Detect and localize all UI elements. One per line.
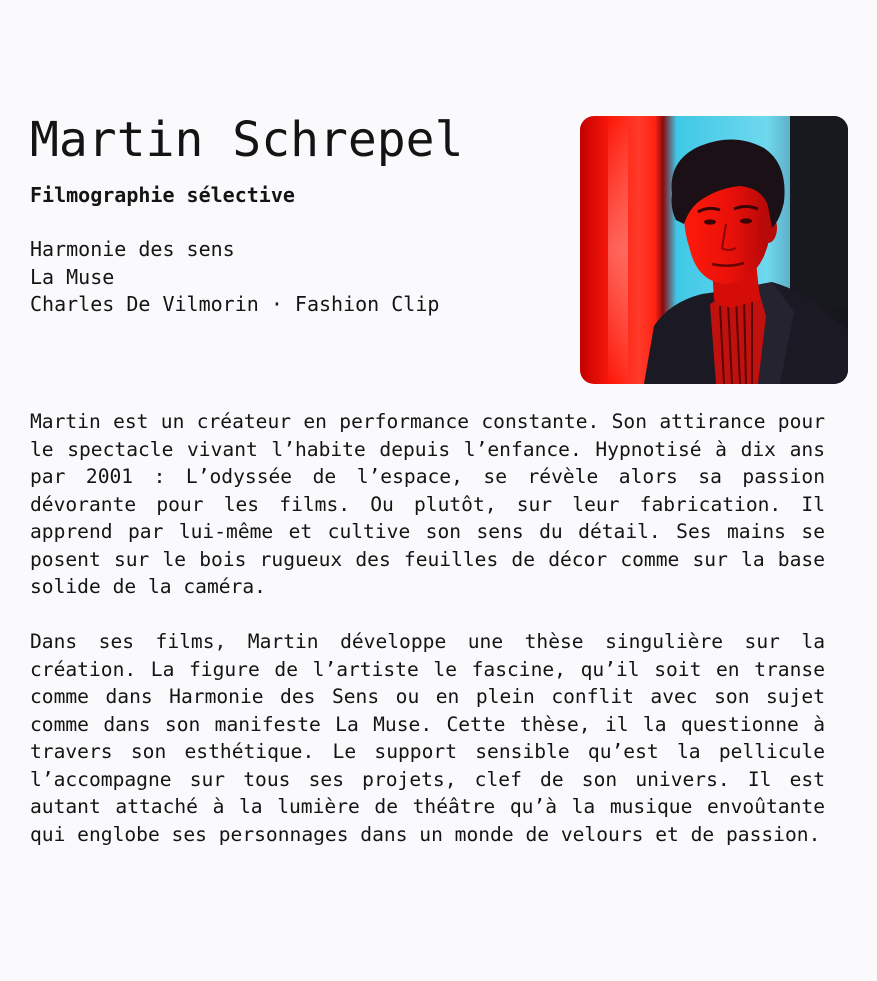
film-item: Charles De Vilmorin · Fashion Clip [30, 292, 440, 317]
profile-page [30, 112, 848, 846]
filmography-list [30, 236, 439, 319]
portrait-photo [580, 116, 848, 384]
person-name: Martin Schrepel [30, 112, 464, 168]
biography [30, 408, 825, 876]
film-item: La Muse [30, 264, 115, 289]
bio-paragraph: Martin est un créateur en performance constante. Son attirance pour le spectacle vivant l’habite depuis l’enfance. Hypnotisé à dix ans par 2001 : L’odyssée de l’espace, se révèle alors sa passion dévorante pour les films. Ou plutôt, sur leur fabrication. Il apprend par lui-même et cultive son sens du détail. Ses mains se posent sur le bois rugueux des feuilles de décor comme sur la base solide de la caméra. [30, 410, 825, 598]
bio-paragraph: Dans ses films, Martin développe une thèse singulière sur la création. La figure de l’artiste le fascine, qu’il soit en transe comme dans Harmonie des Sens ou en plein conflit avec son sujet comme dans son manifeste La Muse. Cette thèse, il la questionne à travers son esthétique. Le support sensible qu’est la pellicule l’accompagne sur tous ses projets, clef de son univers. Il est autant attaché à la lumière de théâtre qu’à la musique envoûtante qui englobe ses personnages dans un monde de velours et de passion. [30, 630, 825, 846]
film-item: Harmonie des sens [30, 237, 235, 261]
filmography-title: Filmographie sélective [30, 183, 295, 207]
portrait-photo-icon [580, 116, 848, 384]
profile-header [30, 112, 848, 412]
